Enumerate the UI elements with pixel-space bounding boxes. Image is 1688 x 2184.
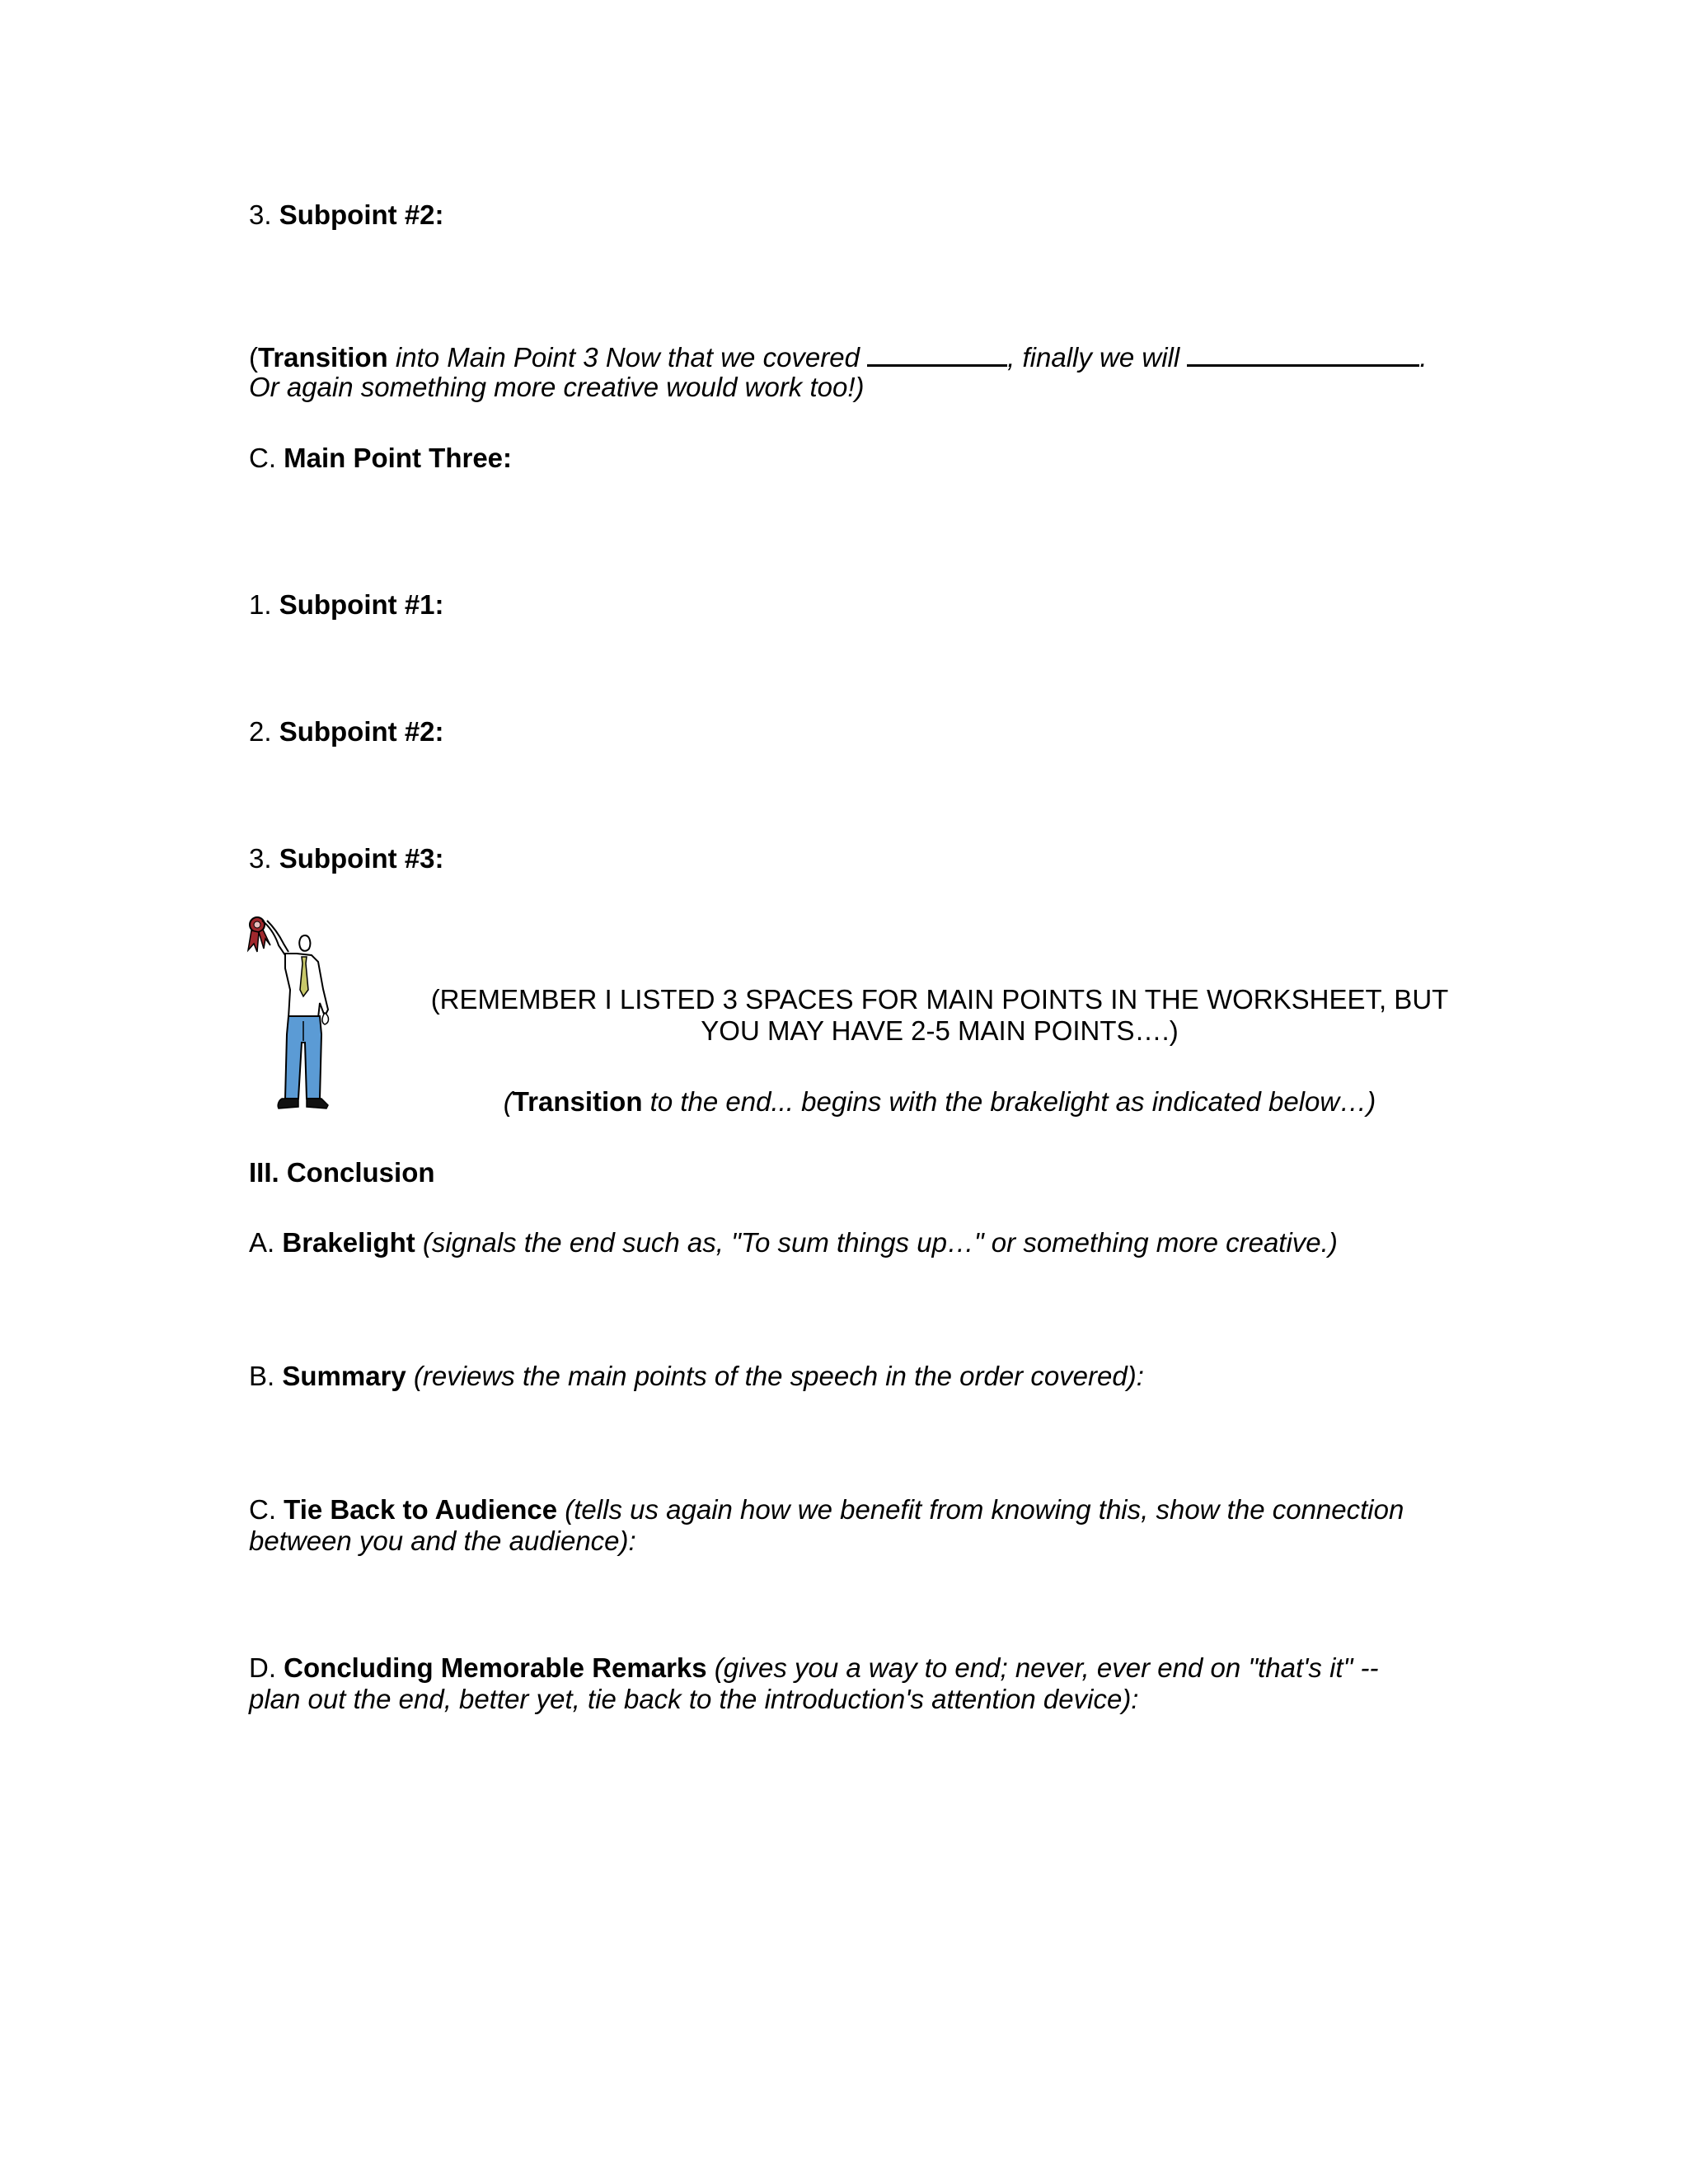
item-number: 2. (249, 716, 279, 747)
main-3-subpoint-1 (249, 588, 444, 621)
ribbon-icon (248, 917, 270, 952)
item-letter: C. (249, 1494, 284, 1525)
open-paren: ( (503, 1086, 513, 1117)
transition-label: Transition (258, 342, 388, 373)
man-holding-ribbon-icon (246, 911, 338, 1113)
transition-text-c: . (1419, 342, 1428, 373)
item-description: (tells us again how we benefit from knowing this, show the connection (557, 1494, 1404, 1525)
remember-note-line-1: (REMEMBER I LISTED 3 SPACES FOR MAIN POINTS IN THE WORKSHEET, BUT (430, 984, 1449, 1015)
conclusion-heading (249, 1156, 435, 1188)
brakelight-item (249, 1226, 1338, 1258)
fill-in-blank-1 (867, 340, 1007, 367)
subpoint-2-item (249, 199, 444, 231)
tie-back-item (249, 1493, 1404, 1526)
item-number: 3. (249, 199, 279, 230)
transition-text-b: , finally we will (1007, 342, 1188, 373)
item-label: Summary (282, 1361, 406, 1391)
concluding-remarks-item (249, 1652, 1378, 1684)
tie-back-description-line-2: between you and the audience): (249, 1526, 636, 1556)
item-label: Subpoint #3: (279, 843, 444, 874)
item-description: (reviews the main points of the speech in the order covered): (406, 1361, 1144, 1391)
item-label: Concluding Memorable Remarks (284, 1652, 707, 1683)
transition-text: to the end... begins with the brakelight as indicated below…) (642, 1086, 1376, 1117)
item-letter: B. (249, 1361, 283, 1391)
item-label: Brakelight (282, 1227, 415, 1258)
item-number: 1. (249, 589, 279, 620)
main-3-subpoint-3 (249, 842, 444, 874)
transition-line-2: Or again something more creative would work too!) (249, 372, 865, 402)
item-description: (signals the end such as, "To sum things up…" or something more creative.) (415, 1227, 1338, 1258)
item-letter: C. (249, 443, 284, 473)
item-label: Tie Back to Audience (284, 1494, 558, 1525)
main-point-three-heading (249, 442, 512, 474)
section-title: III. Conclusion (249, 1157, 435, 1188)
item-label: Subpoint #2: (279, 199, 444, 230)
item-label: Main Point Three: (284, 443, 513, 473)
item-letter: A. (249, 1227, 283, 1258)
item-number: 3. (249, 843, 279, 874)
transition-to-end (363, 1085, 1517, 1118)
item-label: Subpoint #1: (279, 589, 444, 620)
fill-in-blank-2 (1187, 340, 1419, 367)
item-description: (gives you a way to end; never, ever end on "that's it" -- (706, 1652, 1379, 1683)
item-letter: D. (249, 1652, 284, 1683)
concluding-remarks-description-line-2: plan out the end, better yet, tie back to the introduction's attention device): (249, 1684, 1139, 1714)
remember-note-line-2: YOU MAY HAVE 2-5 MAIN POINTS….) (701, 1015, 1179, 1046)
item-label: Subpoint #2: (279, 716, 444, 747)
open-paren: ( (249, 342, 258, 373)
transition-text-a: into Main Point 3 Now that we covered (387, 342, 868, 373)
main-3-subpoint-2 (249, 715, 444, 748)
transition-label: Transition (512, 1086, 643, 1117)
summary-item (249, 1360, 1144, 1392)
transition-main-point-3 (249, 340, 1428, 373)
